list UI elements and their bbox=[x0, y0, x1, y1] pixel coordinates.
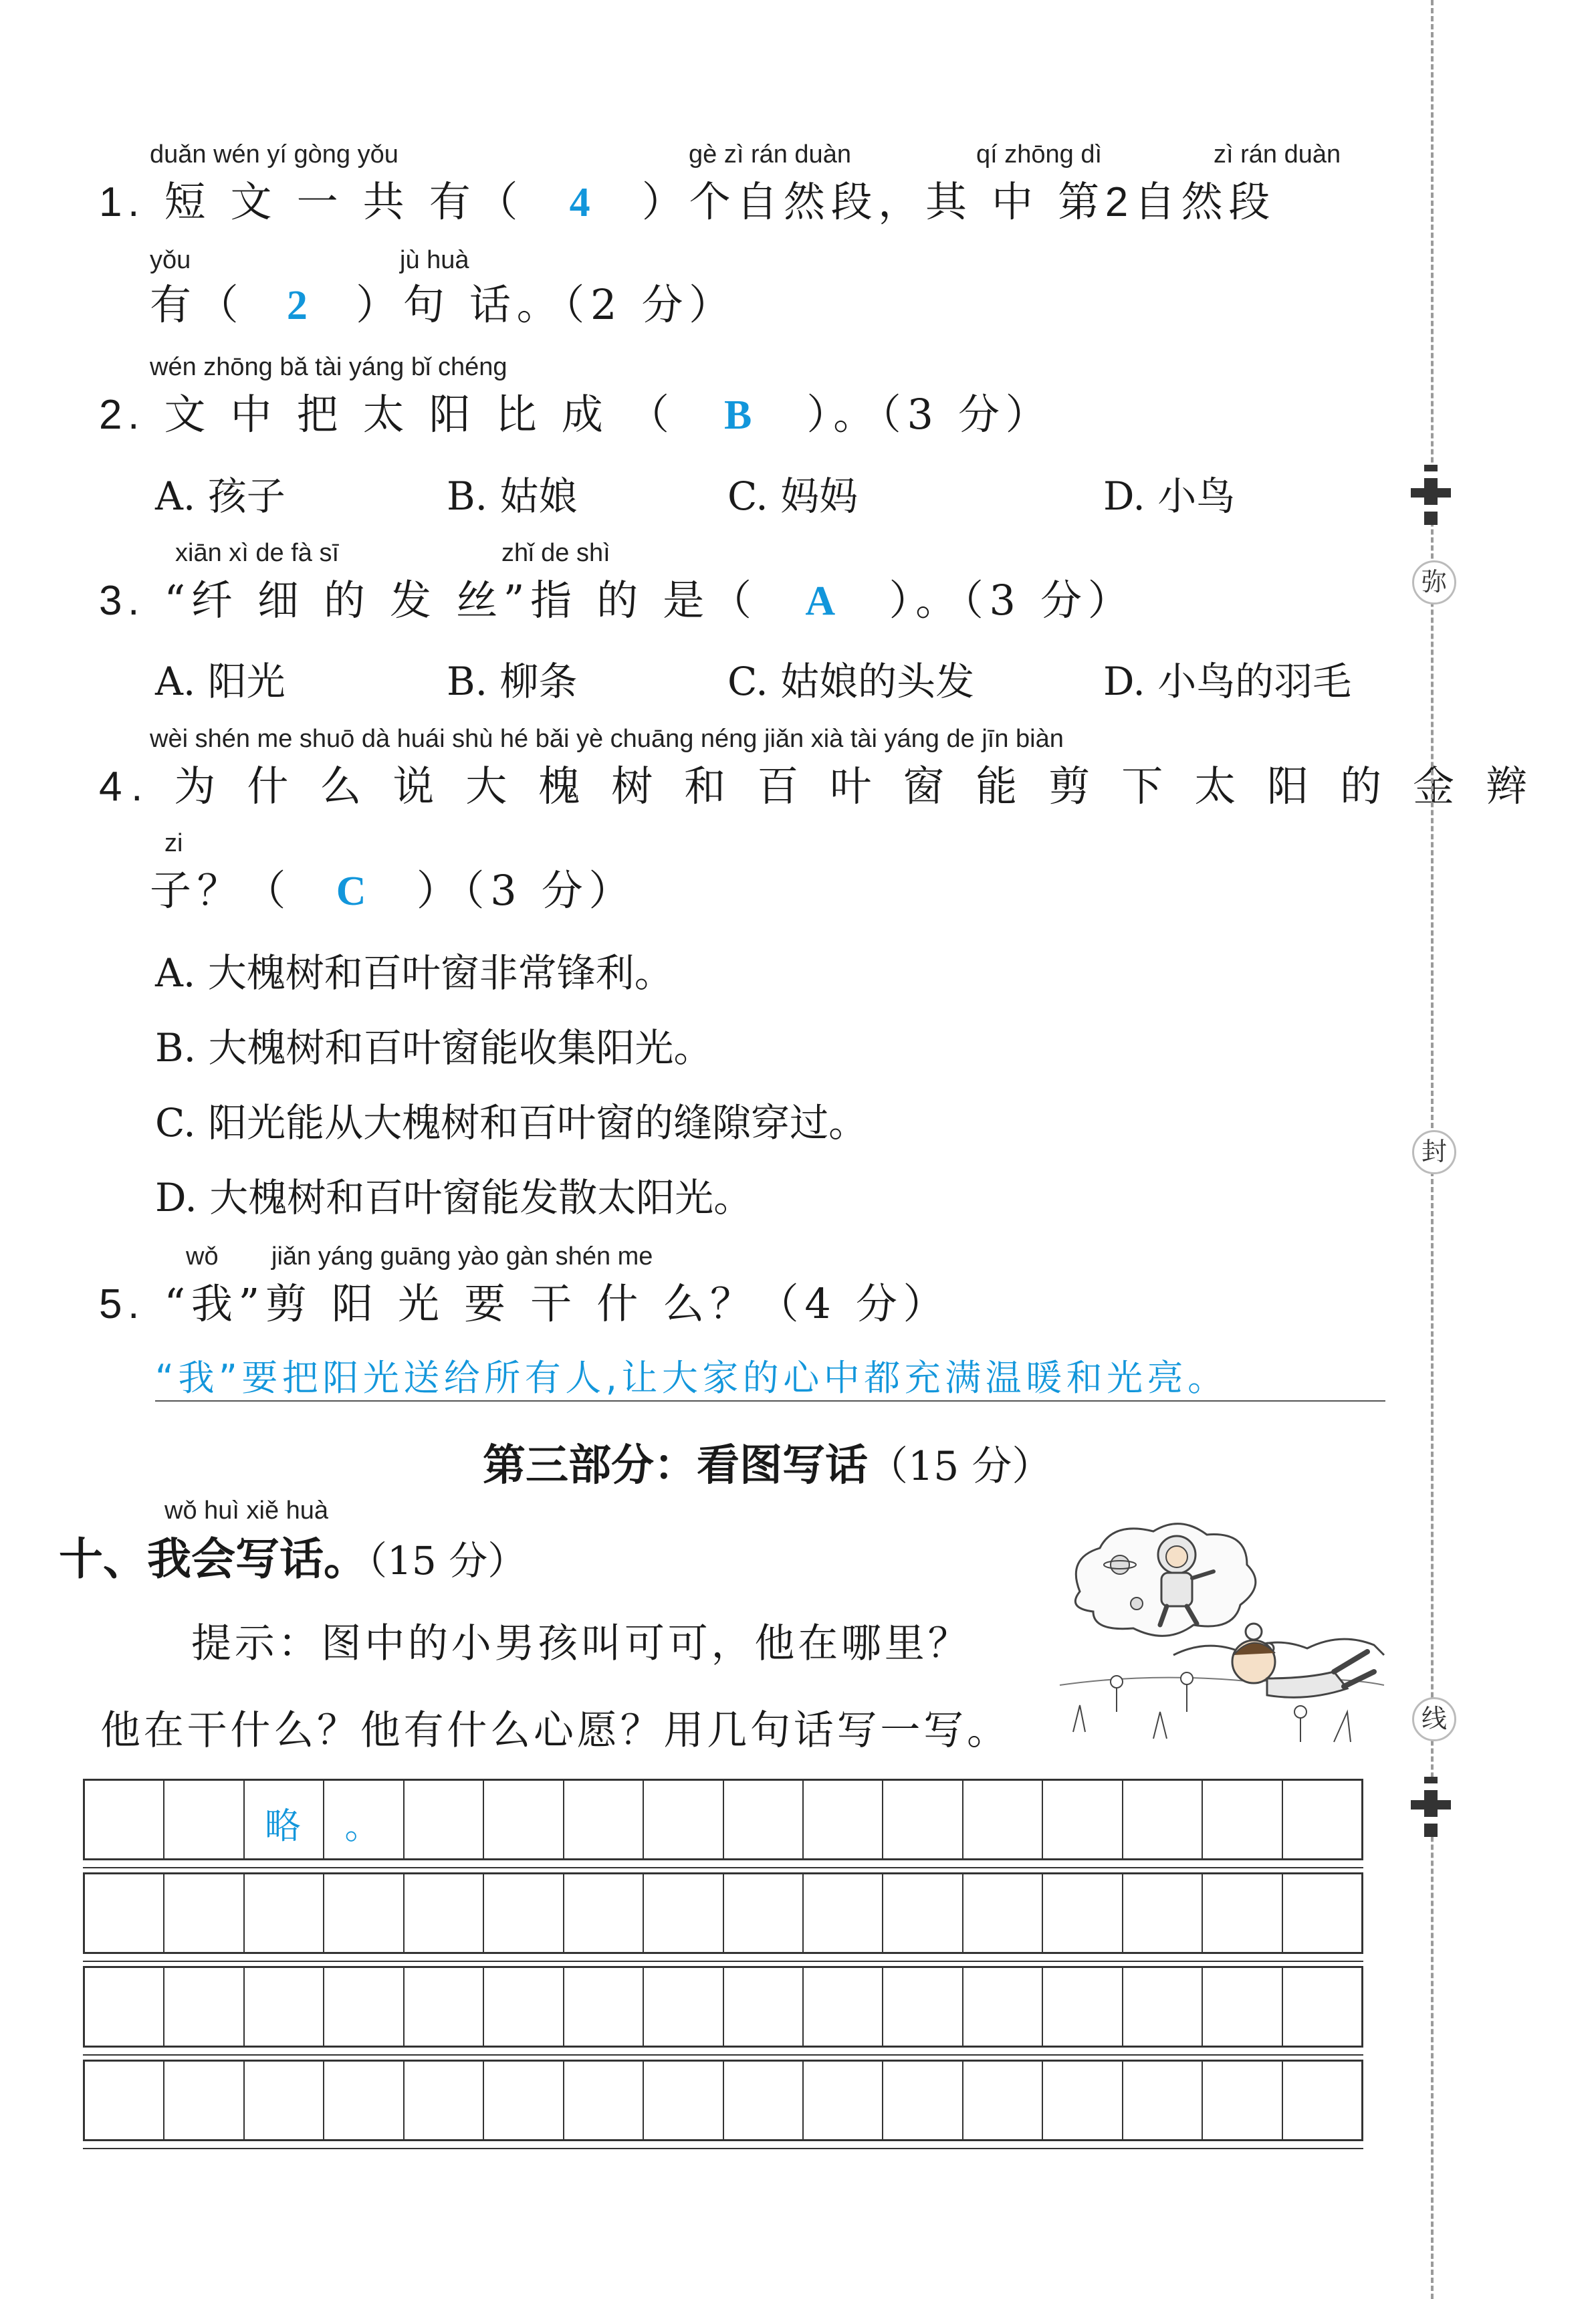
q3-option-d: D. 小鸟的羽毛 bbox=[1103, 659, 1352, 704]
writing-cell[interactable] bbox=[405, 2062, 484, 2139]
q3-text-end: ）。（3 分） bbox=[889, 576, 1135, 625]
writing-cell[interactable] bbox=[1043, 1968, 1123, 2046]
writing-cell[interactable] bbox=[245, 1968, 324, 2046]
q10-hint-line2: 他在干什么？他有什么心愿？用几句话写一写。 bbox=[100, 1707, 1010, 1754]
binding-char-feng: 封 bbox=[1412, 1130, 1456, 1174]
writing-cell[interactable] bbox=[644, 1874, 723, 1952]
writing-cell[interactable] bbox=[963, 2062, 1043, 2139]
astronaut-face bbox=[1166, 1546, 1187, 1567]
writing-cell[interactable] bbox=[1203, 1874, 1282, 1952]
q2-option-a: A. 孩子 bbox=[155, 473, 286, 519]
writing-cell[interactable] bbox=[1123, 1968, 1203, 2046]
planet-icon bbox=[1111, 1555, 1129, 1574]
scissors-mark-icon bbox=[1404, 461, 1458, 528]
q2-option-c: C. 妈妈 bbox=[727, 473, 859, 519]
boy-astronaut-illustration bbox=[1053, 1511, 1387, 1752]
q1-text-d: 自然段 bbox=[1133, 177, 1276, 226]
small-planet-icon bbox=[1131, 1598, 1143, 1610]
writing-cell[interactable] bbox=[724, 2062, 804, 2139]
q1-pinyin-a: duǎn wén yí gòng yǒu bbox=[150, 140, 398, 169]
writing-cell[interactable] bbox=[164, 1968, 244, 2046]
grid-answer-char: 略 bbox=[264, 1805, 301, 1847]
q1-pinyin-juhua: jù huà bbox=[400, 246, 469, 274]
writing-cell[interactable] bbox=[85, 2062, 164, 2139]
q1-text-f: ）句 话。（2 分） bbox=[356, 280, 736, 329]
q1-text-b: ）个自然段，其 中 第 bbox=[641, 177, 1105, 226]
section-title bbox=[483, 1431, 1052, 1493]
writing-cell[interactable] bbox=[484, 1968, 564, 2046]
q10-label: 十、我会写话。 bbox=[59, 1533, 368, 1585]
writing-cell[interactable] bbox=[245, 2062, 324, 2139]
writing-cell[interactable] bbox=[883, 1968, 963, 2046]
writing-cell[interactable] bbox=[1123, 2062, 1203, 2139]
writing-cell[interactable] bbox=[564, 1874, 644, 1952]
q4-question-line2 bbox=[150, 857, 636, 917]
q5-question bbox=[99, 1271, 950, 1330]
q2-option-b: B. 姑娘 bbox=[447, 473, 578, 519]
writing-cell[interactable] bbox=[1283, 1874, 1361, 1952]
q4-question bbox=[99, 753, 1536, 812]
grid-answer-period: 。 bbox=[344, 1805, 381, 1847]
writing-cell[interactable] bbox=[804, 1968, 883, 2046]
q4-option-a: A. 大槐树和百叶窗非常锋利。 bbox=[155, 950, 673, 996]
grass-blades bbox=[1073, 1705, 1351, 1742]
q1-pinyin-d: zì rán duàn bbox=[1214, 140, 1341, 169]
q3-answer: A bbox=[805, 578, 841, 624]
writing-cell[interactable] bbox=[405, 1968, 484, 2046]
q4-pinyin: wèi shén me shuō dà huái shù hé bǎi yè chuāng néng jiǎn xià tài yáng de jīn biàn bbox=[150, 725, 1064, 753]
q4-answer: C bbox=[336, 869, 372, 914]
q4-option-b: B. 大槐树和百叶窗能收集阳光。 bbox=[155, 1025, 713, 1071]
writing-cell[interactable] bbox=[85, 1874, 164, 1952]
q5-pinyin-rest: jiǎn yáng guāng yào gàn shén me bbox=[271, 1242, 653, 1271]
q2-text: 文 中 把 太 阳 比 成 （ bbox=[164, 390, 675, 439]
q1-pinyin-c: qí zhōng dì bbox=[976, 140, 1103, 169]
scissors-mark-icon bbox=[1404, 1773, 1458, 1840]
writing-cell[interactable] bbox=[804, 1781, 883, 1858]
q4-text2: 子？（ bbox=[150, 866, 292, 915]
q2-answer: B bbox=[723, 393, 758, 438]
writing-cell[interactable] bbox=[1123, 1874, 1203, 1952]
writing-cell[interactable] bbox=[1123, 1781, 1203, 1858]
q1-pinyin-b: gè zì rán duàn bbox=[689, 140, 851, 169]
writing-cell[interactable] bbox=[644, 1781, 723, 1858]
writing-cell[interactable] bbox=[1203, 1781, 1282, 1858]
writing-cell[interactable] bbox=[324, 1874, 404, 1952]
writing-cell[interactable] bbox=[484, 1874, 564, 1952]
writing-cell[interactable] bbox=[245, 1781, 324, 1858]
q10-score: （15 分） bbox=[368, 1538, 527, 1583]
binding-char-xian: 线 bbox=[1412, 1697, 1456, 1741]
writing-cell[interactable] bbox=[963, 1874, 1043, 1952]
writing-cell[interactable] bbox=[85, 1968, 164, 2046]
writing-cell[interactable] bbox=[804, 2062, 883, 2139]
writing-cell[interactable] bbox=[324, 2062, 404, 2139]
q4-option-d: D. 大槐树和百叶窗能发散太阳光。 bbox=[155, 1175, 753, 1220]
writing-cell[interactable] bbox=[644, 1968, 723, 2046]
q10-heading bbox=[59, 1523, 526, 1587]
writing-grid-row bbox=[83, 1966, 1363, 2048]
bushes bbox=[1173, 1639, 1384, 1655]
q2-text-end: ）。（3 分） bbox=[806, 390, 1053, 439]
writing-cell[interactable] bbox=[564, 1781, 644, 1858]
writing-cell[interactable] bbox=[804, 1874, 883, 1952]
writing-cell[interactable] bbox=[724, 1968, 804, 2046]
astronaut-body bbox=[1161, 1573, 1192, 1606]
writing-grid-row bbox=[83, 2060, 1363, 2141]
boy-body bbox=[1267, 1672, 1347, 1697]
q2-pinyin: wén zhōng bǎ tài yáng bǐ chéng bbox=[150, 353, 507, 381]
writing-cell[interactable] bbox=[324, 1968, 404, 2046]
writing-cell[interactable] bbox=[1043, 1781, 1123, 1858]
q3-option-b: B. 柳条 bbox=[447, 659, 578, 704]
q1-answer-1: 4 bbox=[569, 180, 596, 225]
writing-cell[interactable] bbox=[1043, 1874, 1123, 1952]
q1-text-a: 短 文 一 共 有（ bbox=[164, 177, 524, 226]
q1-pinyin-you: yǒu bbox=[150, 246, 191, 274]
q5-pinyin-wo: wǒ bbox=[186, 1242, 219, 1271]
q4-number: 4. bbox=[99, 764, 152, 810]
thought-bubble-dot bbox=[1246, 1624, 1262, 1640]
q1-question bbox=[99, 169, 1276, 228]
writing-cell[interactable] bbox=[484, 2062, 564, 2139]
writing-cell[interactable] bbox=[405, 1874, 484, 1952]
writing-cell[interactable] bbox=[564, 2062, 644, 2139]
writing-cell[interactable] bbox=[963, 1781, 1043, 1858]
writing-cell[interactable] bbox=[1283, 1781, 1361, 1858]
q10-hint-line1: 提示：图中的小男孩叫可可，他在哪里？ bbox=[191, 1620, 972, 1667]
q2-question bbox=[99, 381, 1052, 441]
grid-row-separator bbox=[83, 2054, 1363, 2056]
writing-cell[interactable] bbox=[405, 1781, 484, 1858]
writing-cell[interactable] bbox=[1203, 2062, 1282, 2139]
writing-cell[interactable] bbox=[883, 1874, 963, 1952]
section-score: （15 分） bbox=[868, 1443, 1052, 1490]
q4-text2-end: ）（3 分） bbox=[416, 866, 637, 915]
section-title-text: 第三部分：看图写话 bbox=[483, 1441, 868, 1491]
q3-text: “纤 细 的 发 丝”指 的 是（ bbox=[164, 576, 758, 625]
writing-cell[interactable] bbox=[724, 1781, 804, 1858]
q2-option-d: D. 小鸟 bbox=[1103, 473, 1236, 519]
writing-cell[interactable] bbox=[245, 1874, 324, 1952]
q1-text-e: 有（ bbox=[150, 280, 245, 329]
writing-grid-row bbox=[83, 1779, 1363, 1860]
grid-row-separator bbox=[83, 1867, 1363, 1868]
q3-option-a: A. 阳光 bbox=[155, 659, 286, 704]
writing-cell[interactable] bbox=[164, 1781, 244, 1858]
q5-number: 5. bbox=[99, 1281, 146, 1327]
writing-cell[interactable] bbox=[164, 2062, 244, 2139]
q3-option-c: C. 姑娘的头发 bbox=[727, 659, 975, 704]
writing-cell[interactable] bbox=[883, 1781, 963, 1858]
q10-pinyin: wǒ huì xiě huà bbox=[164, 1497, 329, 1525]
writing-cell[interactable] bbox=[1283, 1968, 1361, 2046]
writing-cell[interactable] bbox=[883, 2062, 963, 2139]
writing-cell[interactable] bbox=[724, 1874, 804, 1952]
q1-number: 1. bbox=[99, 179, 146, 225]
writing-cell[interactable] bbox=[164, 1874, 244, 1952]
q3-question bbox=[99, 567, 1135, 627]
writing-cell[interactable] bbox=[1283, 2062, 1361, 2139]
q5-answer-underline bbox=[155, 1400, 1385, 1402]
writing-cell[interactable] bbox=[85, 1781, 164, 1858]
writing-cell[interactable] bbox=[1203, 1968, 1282, 2046]
grid-row-separator bbox=[83, 2148, 1363, 2149]
writing-cell[interactable] bbox=[564, 1968, 644, 2046]
q1-text-c: 2 bbox=[1105, 179, 1134, 225]
q1-answer-2: 2 bbox=[286, 283, 314, 328]
writing-cell[interactable] bbox=[484, 1781, 564, 1858]
q3-pinyin-a: xiān xì de fà sī bbox=[175, 539, 340, 567]
q4-pinyin-zi: zi bbox=[164, 829, 183, 857]
writing-cell[interactable] bbox=[324, 1781, 404, 1858]
q4-text: 为 什 么 说 大 槐 树 和 百 叶 窗 能 剪 下 太 阳 的 金 辫 bbox=[174, 762, 1536, 810]
q3-number: 3. bbox=[99, 578, 146, 624]
grid-row-separator bbox=[83, 1961, 1363, 1962]
writing-grid-row bbox=[83, 1872, 1363, 1954]
q2-number: 2. bbox=[99, 392, 146, 438]
q3-pinyin-b: zhǐ de shì bbox=[501, 539, 610, 567]
writing-cell[interactable] bbox=[963, 1968, 1043, 2046]
writing-cell[interactable] bbox=[644, 2062, 723, 2139]
q5-answer: “我”要把阳光送给所有人,让大家的心中都充满温暖和光亮。 bbox=[155, 1357, 1228, 1399]
q1-question-line2 bbox=[150, 271, 736, 331]
writing-cell[interactable] bbox=[1043, 2062, 1123, 2139]
binding-char-mi: 弥 bbox=[1412, 560, 1456, 605]
q5-text: “我”剪 阳 光 要 干 什 么？（4 分） bbox=[164, 1279, 951, 1328]
q4-option-c: C. 阳光能从大槐树和百叶窗的缝隙穿过。 bbox=[155, 1100, 868, 1145]
